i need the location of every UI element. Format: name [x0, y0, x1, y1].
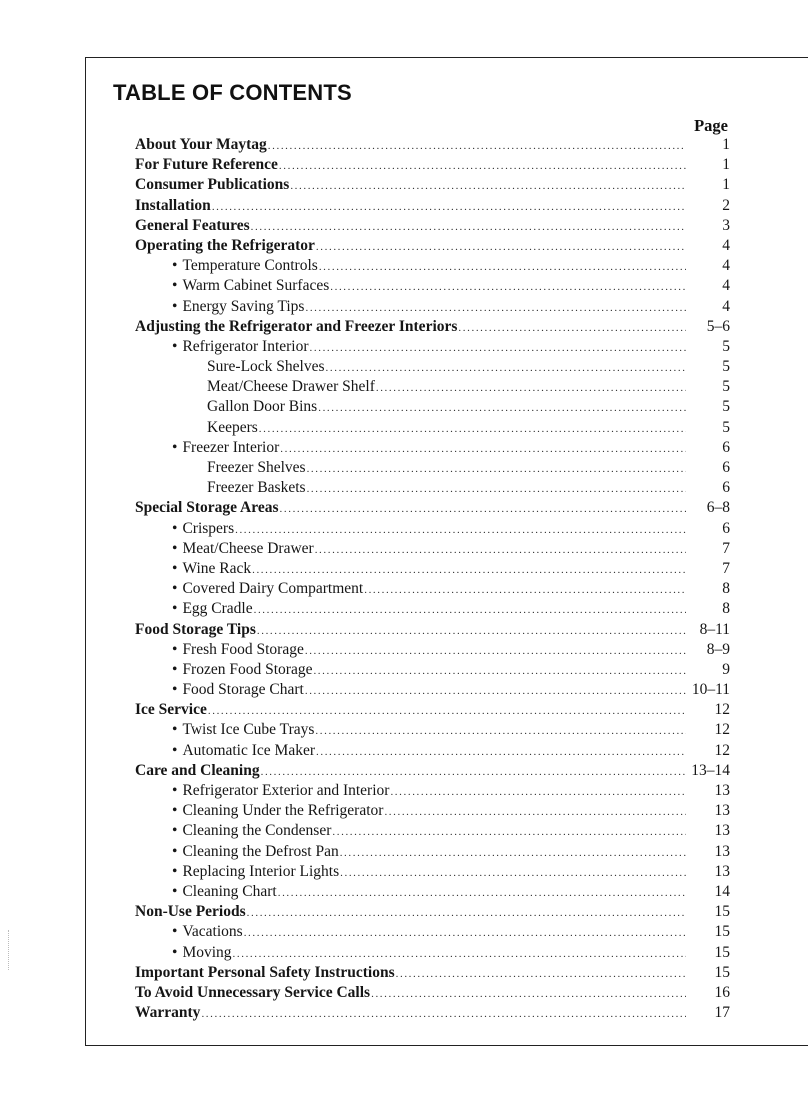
- toc-entry-page-number: 8: [722, 600, 730, 618]
- bullet-icon: •: [172, 640, 178, 658]
- toc-entry-label: To Avoid Unnecessary Service Calls: [135, 983, 371, 1001]
- toc-subsection-entry[interactable]: [135, 781, 730, 801]
- dot-leader: [254, 600, 686, 620]
- bullet-icon: •: [172, 822, 178, 840]
- toc-entry-page-number: 6: [722, 438, 730, 456]
- bullet-icon: •: [172, 782, 178, 799]
- toc-entry-page-number: 15: [714, 943, 730, 961]
- dot-leader: [376, 378, 686, 398]
- toc-entry-label: Operating the Refrigerator: [135, 236, 315, 254]
- dot-leader: [252, 560, 686, 580]
- toc-entry-page-number: 16: [714, 983, 730, 1001]
- frame-bottom-rule: [85, 1045, 808, 1046]
- bullet-icon: •: [172, 559, 178, 577]
- bullet-icon: •: [172, 297, 178, 315]
- toc-entry-label: Keepers: [207, 418, 258, 436]
- bullet-icon: •: [172, 539, 178, 557]
- toc-entry-label: Warranty: [135, 1004, 201, 1022]
- bullet-icon: •: [172, 802, 178, 820]
- bullet-icon: •: [172, 923, 178, 941]
- toc-subsection-entry[interactable]: [135, 458, 730, 478]
- dot-leader: [305, 681, 686, 701]
- toc-entry-label: Replacing Interior Lights: [182, 862, 340, 880]
- toc-entry-page-number: 4: [722, 297, 730, 315]
- toc-entry-page-number: 12: [714, 741, 730, 759]
- toc-entry-page-number: 13: [714, 782, 730, 799]
- toc-entry-page-number: 4: [722, 257, 730, 275]
- toc-entry-label: Important Personal Safety Instructions: [135, 963, 395, 981]
- bullet-icon: •: [172, 741, 178, 759]
- dot-leader: [315, 721, 686, 741]
- toc-entry-label: Food Storage Tips: [135, 620, 256, 638]
- toc-entry-page-number: 8–11: [699, 620, 730, 638]
- bullet-icon: •: [172, 519, 178, 537]
- bullet-icon: •: [172, 257, 178, 275]
- toc-section-entry[interactable]: [135, 317, 730, 337]
- dot-leader: [233, 944, 686, 964]
- toc-subsection-entry[interactable]: [135, 559, 730, 579]
- toc-entry-label: Refrigerator Exterior and Interior: [182, 782, 390, 799]
- dot-leader: [244, 923, 686, 943]
- toc-subsection-entry[interactable]: [135, 801, 730, 821]
- toc-entry-label: Automatic Ice Maker: [182, 741, 315, 759]
- dot-leader: [280, 499, 686, 519]
- toc-entry-label: Twist Ice Cube Trays: [182, 721, 315, 739]
- toc-entry-label: About Your Maytag: [135, 136, 267, 153]
- toc-entry-page-number: 13: [714, 862, 730, 880]
- toc-entry-label: Non-Use Periods: [135, 903, 246, 921]
- toc-entry-label: For Future Reference: [135, 156, 278, 174]
- toc-subsection-entry[interactable]: [135, 579, 730, 599]
- toc-section-entry[interactable]: [135, 155, 730, 175]
- toc-entry-label: Cleaning the Defrost Pan: [182, 842, 339, 860]
- toc-entry-page-number: 12: [714, 701, 730, 719]
- toc-section-entry[interactable]: [135, 963, 730, 983]
- dot-leader: [316, 237, 686, 257]
- toc-entry-label: Cleaning Under the Refrigerator: [182, 802, 384, 820]
- bullet-icon: •: [172, 277, 178, 295]
- toc-entry-label: Food Storage Chart: [182, 681, 304, 699]
- toc-entry-label: Refrigerator Interior: [182, 337, 309, 355]
- toc-entry-page-number: 6–8: [706, 499, 730, 517]
- toc-subsection-entry[interactable]: [135, 720, 730, 740]
- dot-leader: [340, 843, 686, 863]
- dot-leader: [307, 479, 686, 499]
- toc-entry-page-number: 5: [722, 337, 730, 355]
- dot-leader: [384, 802, 686, 822]
- toc-entry-page-number: 6: [722, 459, 730, 476]
- dot-leader: [458, 318, 686, 338]
- dot-leader: [319, 257, 686, 277]
- dot-leader: [318, 398, 686, 418]
- dot-leader: [307, 459, 686, 479]
- toc-entry-page-number: 1: [722, 136, 730, 153]
- toc-entry-page-number: 15: [714, 903, 730, 921]
- dot-leader: [208, 701, 686, 721]
- toc-subsection-entry[interactable]: [135, 680, 730, 700]
- toc-entry-page-number: 7: [722, 539, 730, 557]
- bullet-icon: •: [172, 681, 178, 699]
- dot-leader: [326, 358, 686, 378]
- dot-leader: [340, 863, 686, 883]
- toc-entry-page-number: 4: [722, 277, 730, 295]
- toc-entry-label: Fresh Food Storage: [182, 640, 304, 658]
- dot-leader: [396, 964, 686, 984]
- bullet-icon: •: [172, 882, 178, 900]
- page-title: TABLE OF CONTENTS: [113, 80, 352, 105]
- scan-margin-mark: [8, 930, 10, 970]
- toc-entry-page-number: 13: [714, 802, 730, 820]
- toc-entry-page-number: 5: [722, 378, 730, 396]
- toc-section-entry[interactable]: [135, 761, 730, 781]
- toc-entry-label: Frozen Food Storage: [182, 660, 313, 678]
- dot-leader: [290, 176, 686, 196]
- toc-section-entry[interactable]: [135, 196, 730, 216]
- toc-entry-label: Cleaning the Condenser: [182, 822, 332, 840]
- toc-entry-label: Sure-Lock Shelves: [207, 358, 325, 376]
- toc-entry-page-number: 3: [722, 216, 730, 234]
- toc-entry-label: Vacations: [182, 923, 243, 941]
- dot-leader: [257, 621, 686, 641]
- toc-entry-page-number: 13–14: [691, 761, 730, 779]
- bullet-icon: •: [172, 337, 178, 355]
- toc-entry-page-number: 14: [714, 882, 730, 900]
- toc-entry-label: Energy Saving Tips: [182, 297, 305, 315]
- toc-section-entry[interactable]: [135, 983, 730, 1003]
- toc-entry-page-number: 7: [722, 559, 730, 577]
- toc-entry-page-number: 15: [714, 963, 730, 981]
- toc-entry-label: Cleaning Chart: [182, 882, 277, 900]
- toc-entry-page-number: 10–11: [691, 681, 730, 699]
- toc-subsection-entry[interactable]: [135, 539, 730, 559]
- dot-leader: [371, 984, 686, 1004]
- toc-section-entry[interactable]: [135, 236, 730, 256]
- toc-subsection-entry[interactable]: [135, 943, 730, 963]
- toc-entry-label: Ice Service: [135, 701, 207, 719]
- toc-entry-page-number: 8–9: [706, 640, 730, 658]
- toc-subsection-entry[interactable]: [135, 357, 730, 377]
- toc-entry-page-number: 9: [722, 660, 730, 678]
- toc-entry-label: General Features: [135, 216, 250, 234]
- toc-section-entry[interactable]: [135, 620, 730, 640]
- toc-subsection-entry[interactable]: [135, 438, 730, 458]
- toc-subsection-entry[interactable]: [135, 741, 730, 761]
- toc-entry-label: Adjusting the Refrigerator and Freezer Interiors: [135, 317, 458, 335]
- dot-leader: [268, 136, 686, 156]
- toc-entry-label: Temperature Controls: [182, 257, 318, 275]
- toc-subsection-entry[interactable]: [135, 842, 730, 862]
- toc-entry-page-number: 5: [722, 418, 730, 436]
- toc-entry-page-number: 5: [722, 398, 730, 416]
- dot-leader: [310, 338, 686, 358]
- toc-entry-label: Freezer Interior: [182, 438, 280, 456]
- dot-leader: [313, 661, 686, 681]
- bullet-icon: •: [172, 600, 178, 618]
- toc-entry-label: Meat/Cheese Drawer: [182, 539, 314, 557]
- toc-subsection-entry[interactable]: [135, 922, 730, 942]
- bullet-icon: •: [172, 842, 178, 860]
- dot-leader: [279, 156, 686, 176]
- dot-leader: [316, 742, 686, 762]
- toc-entry-page-number: 1: [722, 156, 730, 174]
- toc-entry-page-number: 6: [722, 519, 730, 537]
- toc-subsection-entry[interactable]: [135, 821, 730, 841]
- dot-leader: [201, 1004, 686, 1024]
- toc-section-entry[interactable]: [135, 216, 730, 236]
- bullet-icon: •: [172, 438, 178, 456]
- bullet-icon: •: [172, 580, 178, 598]
- dot-leader: [212, 197, 686, 217]
- toc-entry-label: Meat/Cheese Drawer Shelf: [207, 378, 375, 396]
- toc-section-entry[interactable]: [135, 1003, 730, 1023]
- toc-subsection-entry[interactable]: [135, 297, 730, 317]
- dot-leader: [261, 762, 686, 782]
- dot-leader: [390, 782, 686, 802]
- bullet-icon: •: [172, 660, 178, 678]
- dot-leader: [332, 822, 686, 842]
- table-of-contents: [135, 135, 730, 1023]
- dot-leader: [235, 520, 686, 540]
- toc-entry-label: Special Storage Areas: [135, 499, 279, 517]
- toc-entry-label: Egg Cradle: [182, 600, 253, 618]
- toc-section-entry[interactable]: [135, 902, 730, 922]
- bullet-icon: •: [172, 862, 178, 880]
- frame-left-rule: [85, 57, 86, 1045]
- toc-entry-page-number: 6: [722, 479, 730, 497]
- toc-subsection-entry[interactable]: [135, 862, 730, 882]
- page-column-header: Page: [694, 116, 728, 135]
- toc-entry-page-number: 13: [714, 822, 730, 840]
- dot-leader: [278, 883, 686, 903]
- dot-leader: [330, 277, 686, 297]
- toc-subsection-entry[interactable]: [135, 377, 730, 397]
- toc-subsection-entry[interactable]: [135, 337, 730, 357]
- toc-section-entry[interactable]: [135, 135, 730, 155]
- toc-subsection-entry[interactable]: [135, 256, 730, 276]
- toc-entry-label: Wine Rack: [182, 559, 252, 577]
- toc-subsection-entry[interactable]: [135, 276, 730, 296]
- toc-entry-page-number: 8: [722, 580, 730, 598]
- toc-entry-page-number: 17: [714, 1004, 730, 1022]
- toc-section-entry[interactable]: [135, 175, 730, 195]
- toc-entry-label: Moving: [182, 943, 232, 961]
- toc-subsection-entry[interactable]: [135, 660, 730, 680]
- dot-leader: [315, 540, 686, 560]
- toc-entry-label: Covered Dairy Compartment: [182, 580, 364, 598]
- bullet-icon: •: [172, 943, 178, 961]
- dot-leader: [364, 580, 686, 600]
- dot-leader: [259, 419, 686, 439]
- toc-entry-label: Freezer Shelves: [207, 459, 306, 476]
- toc-entry-label: Consumer Publications: [135, 176, 290, 194]
- toc-entry-label: Freezer Baskets: [207, 479, 306, 497]
- toc-entry-page-number: 1: [722, 176, 730, 194]
- toc-entry-page-number: 15: [714, 923, 730, 941]
- dot-leader: [251, 217, 686, 237]
- toc-subsection-entry[interactable]: [135, 397, 730, 417]
- dot-leader: [247, 903, 686, 923]
- toc-entry-label: Installation: [135, 196, 211, 214]
- toc-section-entry[interactable]: [135, 700, 730, 720]
- toc-entry-page-number: 12: [714, 721, 730, 739]
- toc-subsection-entry[interactable]: [135, 640, 730, 660]
- toc-entry-page-number: 13: [714, 842, 730, 860]
- toc-entry-page-number: 5–6: [706, 317, 730, 335]
- toc-entry-page-number: 5: [722, 358, 730, 376]
- toc-entry-label: Care and Cleaning: [135, 761, 260, 779]
- toc-section-entry[interactable]: [135, 498, 730, 518]
- dot-leader: [305, 641, 686, 661]
- dot-leader: [280, 439, 686, 459]
- toc-entry-label: Crispers: [182, 519, 235, 537]
- toc-subsection-entry[interactable]: [135, 882, 730, 902]
- toc-subsection-entry[interactable]: [135, 519, 730, 539]
- toc-entry-page-number: 2: [722, 196, 730, 214]
- toc-entry-label: Warm Cabinet Surfaces: [182, 277, 330, 295]
- toc-entry-page-number: 4: [722, 236, 730, 254]
- dot-leader: [305, 298, 686, 318]
- bullet-icon: •: [172, 721, 178, 739]
- frame-top-rule: [85, 57, 808, 58]
- toc-subsection-entry[interactable]: [135, 599, 730, 619]
- toc-subsection-entry[interactable]: [135, 478, 730, 498]
- toc-entry-label: Gallon Door Bins: [207, 398, 318, 416]
- toc-subsection-entry[interactable]: [135, 418, 730, 438]
